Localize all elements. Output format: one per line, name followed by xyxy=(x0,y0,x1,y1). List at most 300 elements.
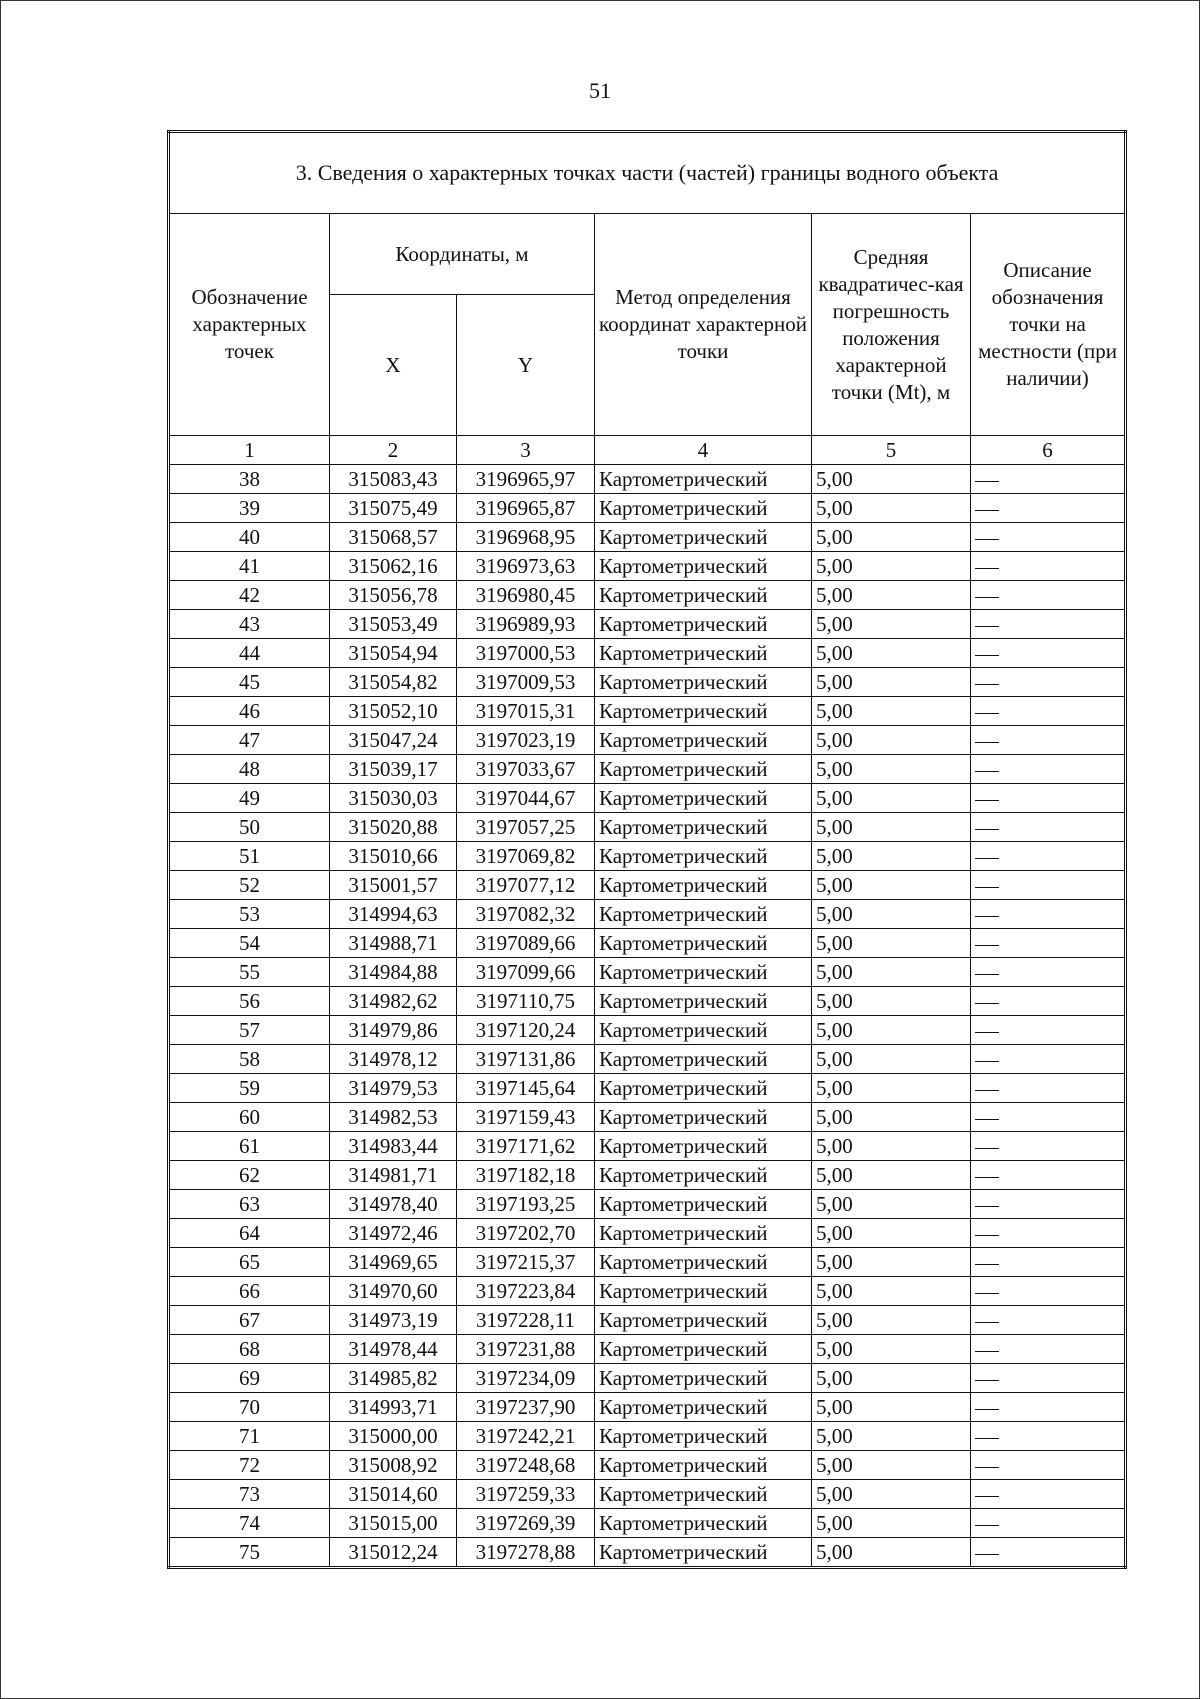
coord-y: 3197215,37 xyxy=(457,1248,595,1277)
method-cell: Картометрический xyxy=(595,494,812,523)
coord-y: 3197242,21 xyxy=(457,1422,595,1451)
method-cell: Картометрический xyxy=(595,1364,812,1393)
dash-mark xyxy=(975,568,999,569)
table-row xyxy=(169,871,1126,900)
coord-x: 314969,65 xyxy=(330,1248,457,1277)
dash-mark xyxy=(975,481,999,482)
description-cell xyxy=(971,1103,1126,1132)
coord-y: 3197077,12 xyxy=(457,871,595,900)
page-number: 51 xyxy=(589,78,611,103)
error-cell: 5,00 xyxy=(812,668,971,697)
coord-x: 315014,60 xyxy=(330,1480,457,1509)
error-cell: 5,00 xyxy=(812,1045,971,1074)
error-cell: 5,00 xyxy=(812,581,971,610)
coord-x: 314985,82 xyxy=(330,1364,457,1393)
description-cell xyxy=(971,755,1126,784)
coord-y: 3196980,45 xyxy=(457,581,595,610)
coord-x: 314988,71 xyxy=(330,929,457,958)
description-cell xyxy=(971,1364,1126,1393)
error-cell: 5,00 xyxy=(812,697,971,726)
method-cell: Картометрический xyxy=(595,784,812,813)
table-row xyxy=(169,1306,1126,1335)
coord-x: 315054,94 xyxy=(330,639,457,668)
error-cell: 5,00 xyxy=(812,1422,971,1451)
method-cell: Картометрический xyxy=(595,523,812,552)
coord-x: 315000,00 xyxy=(330,1422,457,1451)
dash-mark xyxy=(975,1032,999,1033)
description-cell xyxy=(971,668,1126,697)
method-cell: Картометрический xyxy=(595,842,812,871)
table-row xyxy=(169,523,1126,552)
error-cell: 5,00 xyxy=(812,929,971,958)
coord-y: 3196973,63 xyxy=(457,552,595,581)
method-cell: Картометрический xyxy=(595,1219,812,1248)
coord-y: 3197248,68 xyxy=(457,1451,595,1480)
coord-x: 314983,44 xyxy=(330,1132,457,1161)
table-row xyxy=(169,1161,1126,1190)
coord-x: 315047,24 xyxy=(330,726,457,755)
coord-y: 3197259,33 xyxy=(457,1480,595,1509)
header-description: Описание обозначения точки на местности (при наличии) xyxy=(971,214,1126,436)
point-designation: 38 xyxy=(169,465,330,494)
coord-y: 3197120,24 xyxy=(457,1016,595,1045)
table-row xyxy=(169,1335,1126,1364)
point-designation: 59 xyxy=(169,1074,330,1103)
coord-x: 315056,78 xyxy=(330,581,457,610)
description-cell xyxy=(971,726,1126,755)
coord-x: 315053,49 xyxy=(330,610,457,639)
coord-x: 314993,71 xyxy=(330,1393,457,1422)
coord-y: 3197234,09 xyxy=(457,1364,595,1393)
table-row xyxy=(169,1103,1126,1132)
description-cell xyxy=(971,1219,1126,1248)
coord-y: 3197269,39 xyxy=(457,1509,595,1538)
method-cell: Картометрический xyxy=(595,929,812,958)
table-row xyxy=(169,1451,1126,1480)
dash-mark xyxy=(975,1438,999,1439)
point-designation: 44 xyxy=(169,639,330,668)
error-cell: 5,00 xyxy=(812,1161,971,1190)
point-designation: 50 xyxy=(169,813,330,842)
error-cell: 5,00 xyxy=(812,784,971,813)
dash-mark xyxy=(975,1554,999,1555)
coord-x: 315075,49 xyxy=(330,494,457,523)
description-cell xyxy=(971,784,1126,813)
method-cell: Картометрический xyxy=(595,1161,812,1190)
table-row xyxy=(169,1219,1126,1248)
description-cell xyxy=(971,1016,1126,1045)
table-row xyxy=(169,842,1126,871)
point-designation: 64 xyxy=(169,1219,330,1248)
error-cell: 5,00 xyxy=(812,726,971,755)
method-cell: Картометрический xyxy=(595,1248,812,1277)
coord-x: 314973,19 xyxy=(330,1306,457,1335)
error-cell: 5,00 xyxy=(812,1219,971,1248)
table-row xyxy=(169,784,1126,813)
description-cell xyxy=(971,1045,1126,1074)
method-cell: Картометрический xyxy=(595,697,812,726)
description-cell xyxy=(971,1248,1126,1277)
coord-y: 3197171,62 xyxy=(457,1132,595,1161)
coord-x: 314970,60 xyxy=(330,1277,457,1306)
dash-mark xyxy=(975,1090,999,1091)
description-cell xyxy=(971,1480,1126,1509)
error-cell: 5,00 xyxy=(812,1480,971,1509)
method-cell: Картометрический xyxy=(595,581,812,610)
coord-y: 3197202,70 xyxy=(457,1219,595,1248)
description-cell xyxy=(971,871,1126,900)
error-cell: 5,00 xyxy=(812,755,971,784)
description-cell xyxy=(971,639,1126,668)
dash-mark xyxy=(975,1409,999,1410)
method-cell: Картометрический xyxy=(595,958,812,987)
dash-mark xyxy=(975,800,999,801)
method-cell: Картометрический xyxy=(595,1422,812,1451)
error-cell: 5,00 xyxy=(812,552,971,581)
dash-mark xyxy=(975,771,999,772)
coord-y: 3197159,43 xyxy=(457,1103,595,1132)
method-cell: Картометрический xyxy=(595,552,812,581)
point-designation: 71 xyxy=(169,1422,330,1451)
table-title: 3. Сведения о характерных точках части (частей) границы водного объекта xyxy=(169,132,1126,214)
coord-x: 314982,53 xyxy=(330,1103,457,1132)
table-row xyxy=(169,552,1126,581)
coord-x: 315010,66 xyxy=(330,842,457,871)
column-number: 2 xyxy=(330,436,457,465)
coord-y: 3197044,67 xyxy=(457,784,595,813)
coord-x: 314979,53 xyxy=(330,1074,457,1103)
dash-mark xyxy=(975,1206,999,1207)
dash-mark xyxy=(975,945,999,946)
coord-y: 3197015,31 xyxy=(457,697,595,726)
table-row xyxy=(169,958,1126,987)
point-designation: 41 xyxy=(169,552,330,581)
method-cell: Картометрический xyxy=(595,1509,812,1538)
method-cell: Картометрический xyxy=(595,610,812,639)
point-designation: 58 xyxy=(169,1045,330,1074)
table-row xyxy=(169,1190,1126,1219)
coord-y: 3197023,19 xyxy=(457,726,595,755)
coord-x: 314978,40 xyxy=(330,1190,457,1219)
error-cell: 5,00 xyxy=(812,1016,971,1045)
point-designation: 56 xyxy=(169,987,330,1016)
description-cell xyxy=(971,1509,1126,1538)
error-cell: 5,00 xyxy=(812,1393,971,1422)
coord-y: 3197009,53 xyxy=(457,668,595,697)
coord-y: 3197131,86 xyxy=(457,1045,595,1074)
description-cell xyxy=(971,1335,1126,1364)
coord-x: 314981,71 xyxy=(330,1161,457,1190)
coord-y: 3197278,88 xyxy=(457,1538,595,1568)
point-designation: 43 xyxy=(169,610,330,639)
point-designation: 62 xyxy=(169,1161,330,1190)
coord-y: 3197099,66 xyxy=(457,958,595,987)
dash-mark xyxy=(975,1264,999,1265)
coord-x: 315008,92 xyxy=(330,1451,457,1480)
coord-x: 315039,17 xyxy=(330,755,457,784)
error-cell: 5,00 xyxy=(812,958,971,987)
description-cell xyxy=(971,1422,1126,1451)
method-cell: Картометрический xyxy=(595,1277,812,1306)
description-cell xyxy=(971,1277,1126,1306)
description-cell xyxy=(971,900,1126,929)
method-cell: Картометрический xyxy=(595,668,812,697)
dash-mark xyxy=(975,1380,999,1381)
table-row xyxy=(169,1045,1126,1074)
dash-mark xyxy=(975,1177,999,1178)
table-row xyxy=(169,1132,1126,1161)
dash-mark xyxy=(975,1003,999,1004)
method-cell: Картометрический xyxy=(595,1480,812,1509)
dash-mark xyxy=(975,713,999,714)
description-cell xyxy=(971,958,1126,987)
method-cell: Картометрический xyxy=(595,1451,812,1480)
error-cell: 5,00 xyxy=(812,1306,971,1335)
dash-mark xyxy=(975,1119,999,1120)
description-cell xyxy=(971,697,1126,726)
table-row xyxy=(169,726,1126,755)
error-cell: 5,00 xyxy=(812,1103,971,1132)
table-row xyxy=(169,929,1126,958)
header-coordinates: Координаты, м xyxy=(330,214,595,295)
method-cell: Картометрический xyxy=(595,1335,812,1364)
description-cell xyxy=(971,610,1126,639)
point-designation: 40 xyxy=(169,523,330,552)
point-designation: 46 xyxy=(169,697,330,726)
method-cell: Картометрический xyxy=(595,1393,812,1422)
method-cell: Картометрический xyxy=(595,987,812,1016)
error-cell: 5,00 xyxy=(812,1074,971,1103)
coord-x: 315030,03 xyxy=(330,784,457,813)
error-cell: 5,00 xyxy=(812,1538,971,1568)
description-cell xyxy=(971,1393,1126,1422)
coord-y: 3197057,25 xyxy=(457,813,595,842)
description-cell xyxy=(971,1190,1126,1219)
description-cell xyxy=(971,813,1126,842)
coord-x: 314978,12 xyxy=(330,1045,457,1074)
error-cell: 5,00 xyxy=(812,1509,971,1538)
point-designation: 52 xyxy=(169,871,330,900)
coord-x: 314972,46 xyxy=(330,1219,457,1248)
method-cell: Картометрический xyxy=(595,465,812,494)
error-cell: 5,00 xyxy=(812,1335,971,1364)
point-designation: 42 xyxy=(169,581,330,610)
dash-mark xyxy=(975,655,999,656)
dash-mark xyxy=(975,1525,999,1526)
coord-y: 3197182,18 xyxy=(457,1161,595,1190)
point-designation: 67 xyxy=(169,1306,330,1335)
column-number: 3 xyxy=(457,436,595,465)
point-designation: 68 xyxy=(169,1335,330,1364)
method-cell: Картометрический xyxy=(595,639,812,668)
dash-mark xyxy=(975,539,999,540)
error-cell: 5,00 xyxy=(812,1248,971,1277)
error-cell: 5,00 xyxy=(812,871,971,900)
table-row xyxy=(169,1422,1126,1451)
point-designation: 72 xyxy=(169,1451,330,1480)
description-cell xyxy=(971,1451,1126,1480)
coord-y: 3197000,53 xyxy=(457,639,595,668)
coord-x: 314982,62 xyxy=(330,987,457,1016)
table-row xyxy=(169,1074,1126,1103)
dash-mark xyxy=(975,510,999,511)
coord-x: 315052,10 xyxy=(330,697,457,726)
coord-x: 315012,24 xyxy=(330,1538,457,1568)
header-x: X xyxy=(330,295,457,436)
coord-y: 3197223,84 xyxy=(457,1277,595,1306)
coord-x: 314994,63 xyxy=(330,900,457,929)
table-row xyxy=(169,1248,1126,1277)
table-row xyxy=(169,1480,1126,1509)
header-method: Метод определения координат характерной точки xyxy=(595,214,812,436)
point-designation: 63 xyxy=(169,1190,330,1219)
description-cell xyxy=(971,1132,1126,1161)
header-y: Y xyxy=(457,295,595,436)
method-cell: Картометрический xyxy=(595,900,812,929)
coord-y: 3197237,90 xyxy=(457,1393,595,1422)
dash-mark xyxy=(975,1235,999,1236)
coord-y: 3197082,32 xyxy=(457,900,595,929)
dash-mark xyxy=(975,1351,999,1352)
error-cell: 5,00 xyxy=(812,813,971,842)
coord-y: 3197145,64 xyxy=(457,1074,595,1103)
table-row xyxy=(169,755,1126,784)
coord-y: 3197089,66 xyxy=(457,929,595,958)
coord-x: 315062,16 xyxy=(330,552,457,581)
error-cell: 5,00 xyxy=(812,465,971,494)
description-cell xyxy=(971,494,1126,523)
table-row xyxy=(169,494,1126,523)
description-cell xyxy=(971,1161,1126,1190)
coord-y: 3197110,75 xyxy=(457,987,595,1016)
point-designation: 48 xyxy=(169,755,330,784)
coord-y: 3196965,87 xyxy=(457,494,595,523)
point-designation: 57 xyxy=(169,1016,330,1045)
header-designation: Обозначение характерных точек xyxy=(169,214,330,436)
dash-mark xyxy=(975,916,999,917)
coord-y: 3196968,95 xyxy=(457,523,595,552)
point-designation: 74 xyxy=(169,1509,330,1538)
dash-mark xyxy=(975,1061,999,1062)
description-cell xyxy=(971,581,1126,610)
method-cell: Картометрический xyxy=(595,1306,812,1335)
error-cell: 5,00 xyxy=(812,494,971,523)
point-designation: 60 xyxy=(169,1103,330,1132)
table-row xyxy=(169,900,1126,929)
point-designation: 51 xyxy=(169,842,330,871)
error-cell: 5,00 xyxy=(812,523,971,552)
coord-y: 3197231,88 xyxy=(457,1335,595,1364)
column-number: 4 xyxy=(595,436,812,465)
point-designation: 45 xyxy=(169,668,330,697)
error-cell: 5,00 xyxy=(812,842,971,871)
point-designation: 61 xyxy=(169,1132,330,1161)
table-row xyxy=(169,1277,1126,1306)
error-cell: 5,00 xyxy=(812,610,971,639)
error-cell: 5,00 xyxy=(812,639,971,668)
coord-x: 315015,00 xyxy=(330,1509,457,1538)
point-designation: 70 xyxy=(169,1393,330,1422)
coord-y: 3197069,82 xyxy=(457,842,595,871)
point-designation: 69 xyxy=(169,1364,330,1393)
coord-y: 3197193,25 xyxy=(457,1190,595,1219)
method-cell: Картометрический xyxy=(595,1045,812,1074)
coord-y: 3196965,97 xyxy=(457,465,595,494)
coord-x: 315054,82 xyxy=(330,668,457,697)
boundary-points-table xyxy=(167,130,1127,1569)
description-cell xyxy=(971,1538,1126,1568)
coord-y: 3197228,11 xyxy=(457,1306,595,1335)
method-cell: Картометрический xyxy=(595,871,812,900)
point-designation: 65 xyxy=(169,1248,330,1277)
dash-mark xyxy=(975,1322,999,1323)
error-cell: 5,00 xyxy=(812,987,971,1016)
method-cell: Картометрический xyxy=(595,813,812,842)
table-row xyxy=(169,987,1126,1016)
description-cell xyxy=(971,842,1126,871)
error-cell: 5,00 xyxy=(812,1451,971,1480)
method-cell: Картометрический xyxy=(595,1074,812,1103)
method-cell: Картометрический xyxy=(595,755,812,784)
coord-x: 314978,44 xyxy=(330,1335,457,1364)
table-body xyxy=(169,465,1126,1568)
coord-y: 3197033,67 xyxy=(457,755,595,784)
dash-mark xyxy=(975,684,999,685)
point-designation: 53 xyxy=(169,900,330,929)
column-number: 1 xyxy=(169,436,330,465)
coord-x: 315020,88 xyxy=(330,813,457,842)
point-designation: 75 xyxy=(169,1538,330,1568)
method-cell: Картометрический xyxy=(595,1190,812,1219)
method-cell: Картометрический xyxy=(595,1103,812,1132)
column-number: 5 xyxy=(812,436,971,465)
error-cell: 5,00 xyxy=(812,1364,971,1393)
coord-y: 3196989,93 xyxy=(457,610,595,639)
column-number-row xyxy=(169,436,1126,465)
coord-x: 315068,57 xyxy=(330,523,457,552)
method-cell: Картометрический xyxy=(595,1538,812,1568)
description-cell xyxy=(971,523,1126,552)
method-cell: Картометрический xyxy=(595,1132,812,1161)
coord-x: 315083,43 xyxy=(330,465,457,494)
error-cell: 5,00 xyxy=(812,1190,971,1219)
point-designation: 54 xyxy=(169,929,330,958)
table-row xyxy=(169,639,1126,668)
point-designation: 55 xyxy=(169,958,330,987)
table-row xyxy=(169,1393,1126,1422)
point-designation: 73 xyxy=(169,1480,330,1509)
point-designation: 66 xyxy=(169,1277,330,1306)
dash-mark xyxy=(975,974,999,975)
description-cell xyxy=(971,929,1126,958)
method-cell: Картометрический xyxy=(595,726,812,755)
error-cell: 5,00 xyxy=(812,1277,971,1306)
table-row xyxy=(169,581,1126,610)
dash-mark xyxy=(975,858,999,859)
column-number: 6 xyxy=(971,436,1126,465)
table-row xyxy=(169,813,1126,842)
dash-mark xyxy=(975,887,999,888)
description-cell xyxy=(971,1074,1126,1103)
point-designation: 49 xyxy=(169,784,330,813)
table-row xyxy=(169,697,1126,726)
coord-x: 314979,86 xyxy=(330,1016,457,1045)
table-row xyxy=(169,1016,1126,1045)
description-cell xyxy=(971,552,1126,581)
description-cell xyxy=(971,465,1126,494)
point-designation: 39 xyxy=(169,494,330,523)
description-cell xyxy=(971,987,1126,1016)
